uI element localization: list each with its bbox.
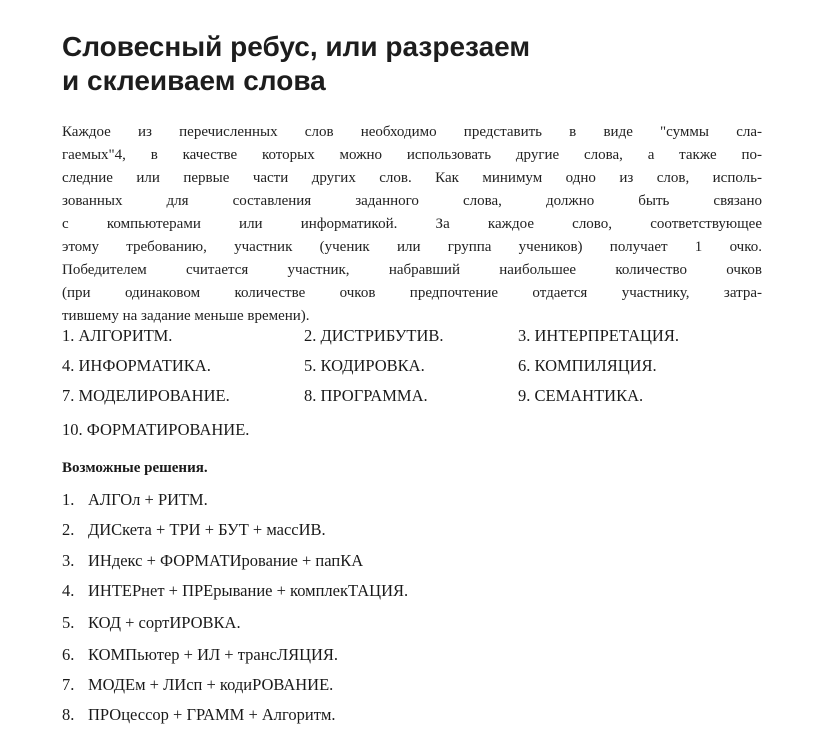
intro-line: этому требованию, участник (ученик или группа учеников) получает 1 очко. <box>62 239 762 255</box>
title-line-1: Словесный ребус, или разрезаем <box>62 31 531 62</box>
solution-number: 6. <box>62 645 75 664</box>
intro-line: следние или первые части других слов. Как минимум одно из слов, исполь- <box>62 170 762 186</box>
intro-line: с компьютерами или информатикой. За каждое слово, соответствующее <box>62 216 762 232</box>
solution-text: ДИСкета + ТРИ + БУТ + массИВ. <box>88 520 326 539</box>
word-item: 3. ИНТЕРПРЕТАЦИЯ. <box>518 326 679 345</box>
solution-number: 8. <box>62 705 75 724</box>
solution-text: КОМПьютер + ИЛ + трансЛЯЦИЯ. <box>88 645 339 664</box>
solution-text: АЛГОл + РИТМ. <box>88 490 208 509</box>
intro-line: гаемых"4, в качестве которых можно использовать другие слова, а также по- <box>62 147 762 163</box>
solution-item <box>62 520 326 540</box>
intro-line: Победителем считается участник, набравший наибольшее количество очков <box>62 262 762 278</box>
solution-number: 3. <box>62 551 75 570</box>
intro-line: (при одинаковом количестве очков предпочтение отдается участнику, затра- <box>62 285 762 301</box>
solution-item <box>62 490 208 510</box>
solution-item <box>62 581 408 601</box>
word-item: 6. КОМПИЛЯЦИЯ. <box>518 356 657 375</box>
solution-item <box>62 613 241 633</box>
solution-item <box>62 675 333 695</box>
word-item: 1. АЛГОРИТМ. <box>62 326 173 345</box>
intro-line: Каждое из перечисленных слов необходимо представить в виде "суммы сла- <box>62 124 762 140</box>
section-title <box>62 30 782 98</box>
intro-line: тившему на задание меньше времени). <box>62 308 310 324</box>
word-item: 2. ДИСТРИБУТИВ. <box>304 326 444 345</box>
solution-number: 1. <box>62 490 75 509</box>
word-item: 4. ИНФОРМАТИКА. <box>62 356 211 375</box>
word-item: 5. КОДИРОВКА. <box>304 356 425 375</box>
solution-number: 5. <box>62 613 75 632</box>
title-line-2: и склеиваем слова <box>62 65 326 96</box>
solution-item <box>62 705 336 725</box>
word-item: 7. МОДЕЛИРОВАНИЕ. <box>62 386 230 405</box>
word-item: 8. ПРОГРАММА. <box>304 386 428 405</box>
solution-item <box>62 645 338 665</box>
solution-number: 7. <box>62 675 75 694</box>
solution-number: 2. <box>62 520 75 539</box>
word-item: 10. ФОРМАТИРОВАНИЕ. <box>62 420 250 439</box>
word-item: 9. СЕМАНТИКА. <box>518 386 644 405</box>
intro-paragraph <box>62 121 762 328</box>
solution-number: 4. <box>62 581 75 600</box>
solution-item <box>62 551 363 571</box>
solution-text: МОДЕм + ЛИсп + кодиРОВАНИЕ. <box>88 675 334 694</box>
solutions-heading: Возможные решения. <box>62 460 208 476</box>
solution-text: КОД + сортИРОВКА. <box>88 613 241 632</box>
intro-line: зованных для составления заданного слова, должно быть связано <box>62 193 762 209</box>
solution-text: ИНТЕРнет + ПРЕрывание + комплекТАЦИЯ. <box>88 581 409 600</box>
solution-text: ИНдекс + ФОРМАТИрование + папКА <box>88 551 364 570</box>
solution-text: ПРОцессор + ГРАММ + Алгоритм. <box>88 705 336 724</box>
